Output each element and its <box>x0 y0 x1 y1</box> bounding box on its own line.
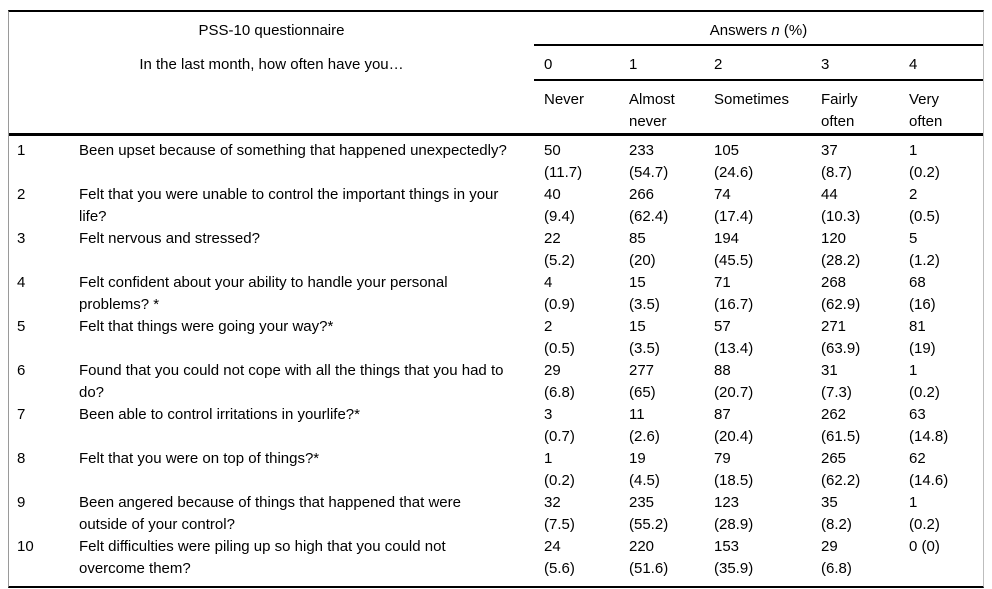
question-text: Felt difficulties were piling up so high that you could not overcome them? <box>79 538 446 577</box>
answer-cell-0 <box>534 404 629 448</box>
question-text: Been angered because of things that happened that were outside of your control? <box>79 494 461 533</box>
answer-cell-3 <box>821 360 909 404</box>
answer-percent: (10.3) <box>821 208 861 225</box>
answer-percent: (54.7) <box>629 164 669 181</box>
answer-percent: (3.5) <box>629 340 660 357</box>
answer-percent: (51.6) <box>629 560 669 577</box>
answer-count: 62 <box>909 450 926 467</box>
answer-count: 24 <box>544 538 561 555</box>
scale-value-4: 4 <box>909 46 983 81</box>
answer-count: 81 <box>909 318 926 335</box>
question-text: Felt that you were unable to control the important things in your life? <box>79 186 499 225</box>
answer-percent: (18.5) <box>714 472 754 489</box>
table-body <box>9 136 983 586</box>
answer-cell-3 <box>821 448 909 492</box>
answer-percent: (0.2) <box>544 472 575 489</box>
question-number: 10 <box>17 538 34 555</box>
answer-count: 0 (0) <box>909 538 940 555</box>
answer-count: 88 <box>714 362 731 379</box>
table-row <box>9 448 983 492</box>
answer-percent: (24.6) <box>714 164 754 181</box>
answer-count: 74 <box>714 186 731 203</box>
answer-percent: (0.2) <box>909 516 940 533</box>
answer-percent: (0.7) <box>544 428 575 445</box>
answer-percent: (14.8) <box>909 428 949 445</box>
question-number: 2 <box>17 186 26 203</box>
answer-percent: (0.9) <box>544 296 575 313</box>
answer-count: 5 <box>909 230 918 247</box>
answer-percent: (7.3) <box>821 384 852 401</box>
answer-percent: (6.8) <box>821 560 852 577</box>
answer-cell-1 <box>629 536 714 580</box>
answer-cell-3 <box>821 228 909 272</box>
table-row <box>9 360 983 404</box>
answer-percent: (61.5) <box>821 428 861 445</box>
answer-cell-3 <box>821 492 909 536</box>
answers-label-pre: Answers <box>709 22 772 39</box>
answer-count: 37 <box>821 142 838 159</box>
table-row <box>9 536 983 580</box>
scale-label-never: Never <box>544 91 585 108</box>
answer-cell-2 <box>714 536 821 580</box>
answer-count: 1 <box>544 450 553 467</box>
table-row <box>9 140 983 184</box>
answer-cell-4 <box>909 360 983 404</box>
answer-percent: (2.6) <box>629 428 660 445</box>
answer-percent: (45.5) <box>714 252 754 269</box>
answer-cell-0 <box>534 228 629 272</box>
answer-count: 262 <box>821 406 847 423</box>
answer-cell-1 <box>629 360 714 404</box>
scale-value-3: 3 <box>821 46 909 81</box>
answer-cell-2 <box>714 316 821 360</box>
scale-value-2: 2 <box>714 46 821 81</box>
question-text: Been upset because of something that happened unexpectedly? <box>79 142 507 159</box>
answer-percent: (4.5) <box>629 472 660 489</box>
table-row <box>9 228 983 272</box>
answer-percent: (62.2) <box>821 472 861 489</box>
table-row <box>9 404 983 448</box>
question-text: Been able to control irritations in yourlife?* <box>79 406 360 423</box>
answer-count: 22 <box>544 230 561 247</box>
answer-percent: (6.8) <box>544 384 575 401</box>
answer-cell-1 <box>629 448 714 492</box>
answer-percent: (0.2) <box>909 384 940 401</box>
answer-cell-1 <box>629 272 714 316</box>
question-number: 8 <box>17 450 26 467</box>
question-text: Felt that things were going your way?* <box>79 318 334 335</box>
answer-count: 153 <box>714 538 740 555</box>
answer-count: 50 <box>544 142 561 159</box>
answer-percent: (3.5) <box>629 296 660 313</box>
answer-cell-0 <box>534 184 629 228</box>
answer-count: 220 <box>629 538 655 555</box>
answer-cell-1 <box>629 316 714 360</box>
answer-cell-2 <box>714 228 821 272</box>
answer-count: 105 <box>714 142 740 159</box>
answer-cell-2 <box>714 272 821 316</box>
question-number: 3 <box>17 230 26 247</box>
answer-cell-1 <box>629 184 714 228</box>
answer-percent: (0.2) <box>909 164 940 181</box>
answer-percent: (55.2) <box>629 516 669 533</box>
answer-count: 35 <box>821 494 838 511</box>
answer-count: 1 <box>909 362 918 379</box>
answer-count: 4 <box>544 274 553 291</box>
answer-percent: (13.4) <box>714 340 754 357</box>
answer-count: 87 <box>714 406 731 423</box>
answer-percent: (28.9) <box>714 516 754 533</box>
answer-percent: (20.4) <box>714 428 754 445</box>
answer-cell-4 <box>909 492 983 536</box>
answer-cell-2 <box>714 404 821 448</box>
answer-percent: (1.2) <box>909 252 940 269</box>
answer-cell-4 <box>909 272 983 316</box>
answer-count: 271 <box>821 318 847 335</box>
answer-count: 71 <box>714 274 731 291</box>
answer-count: 1 <box>909 142 918 159</box>
answer-percent: (8.2) <box>821 516 852 533</box>
answer-percent: (62.9) <box>821 296 861 313</box>
answer-count: 57 <box>714 318 731 335</box>
table-row <box>9 184 983 228</box>
table-row <box>9 316 983 360</box>
answer-cell-0 <box>534 140 629 184</box>
answer-count: 194 <box>714 230 740 247</box>
answer-percent: (7.5) <box>544 516 575 533</box>
question-number: 9 <box>17 494 26 511</box>
answer-cell-0 <box>534 360 629 404</box>
answer-count: 44 <box>821 186 838 203</box>
answer-cell-1 <box>629 404 714 448</box>
answer-percent: (20) <box>629 252 656 269</box>
answer-count: 29 <box>821 538 838 555</box>
answer-percent: (35.9) <box>714 560 754 577</box>
answer-cell-3 <box>821 272 909 316</box>
scale-value-1: 1 <box>629 46 714 81</box>
answer-percent: (0.5) <box>544 340 575 357</box>
answer-cell-3 <box>821 184 909 228</box>
answer-cell-0 <box>534 536 629 580</box>
answer-count: 63 <box>909 406 926 423</box>
answer-percent: (17.4) <box>714 208 754 225</box>
answer-count: 235 <box>629 494 655 511</box>
answer-count: 123 <box>714 494 740 511</box>
answer-count: 19 <box>629 450 646 467</box>
answer-cell-0 <box>534 272 629 316</box>
answer-count: 15 <box>629 318 646 335</box>
question-number: 4 <box>17 274 26 291</box>
answer-percent: (62.4) <box>629 208 669 225</box>
question-text: Felt nervous and stressed? <box>79 230 260 247</box>
scale-value-0: 0 <box>534 46 629 81</box>
answer-cell-1 <box>629 492 714 536</box>
answer-cell-0 <box>534 448 629 492</box>
question-text: Found that you could not cope with all the things that you had to do? <box>79 362 504 401</box>
answer-cell-2 <box>714 140 821 184</box>
scale-label-fairly-often: Fairly often <box>821 91 858 130</box>
header-spacer <box>9 81 534 133</box>
answer-cell-2 <box>714 448 821 492</box>
questionnaire-title: PSS-10 questionnaire <box>198 22 345 39</box>
answer-count: 85 <box>629 230 646 247</box>
answer-cell-1 <box>629 140 714 184</box>
scale-label-sometimes: Sometimes <box>714 91 790 108</box>
answer-count: 29 <box>544 362 561 379</box>
question-text: Felt confident about your ability to handle your personal problems? * <box>79 274 448 313</box>
answer-cell-0 <box>534 492 629 536</box>
answer-cell-3 <box>821 140 909 184</box>
question-number: 6 <box>17 362 26 379</box>
answer-count: 68 <box>909 274 926 291</box>
answer-cell-1 <box>629 228 714 272</box>
answer-cell-2 <box>714 360 821 404</box>
answer-count: 40 <box>544 186 561 203</box>
answer-cell-4 <box>909 184 983 228</box>
answer-count: 31 <box>821 362 838 379</box>
answer-cell-2 <box>714 492 821 536</box>
question-text: Felt that you were on top of things?* <box>79 450 320 467</box>
answer-percent: (28.2) <box>821 252 861 269</box>
answer-count: 120 <box>821 230 847 247</box>
answer-cell-3 <box>821 316 909 360</box>
answer-count: 277 <box>629 362 655 379</box>
answer-percent: (5.6) <box>544 560 575 577</box>
answer-count: 3 <box>544 406 553 423</box>
scale-label-almost-never: Almost never <box>629 91 675 130</box>
answer-cell-4 <box>909 140 983 184</box>
answer-cell-4 <box>909 228 983 272</box>
answer-cell-2 <box>714 184 821 228</box>
answer-count: 1 <box>909 494 918 511</box>
answer-cell-3 <box>821 404 909 448</box>
answers-header-label <box>534 12 983 46</box>
scale-label-very-often: Very often <box>909 91 943 130</box>
answer-percent: (9.4) <box>544 208 575 225</box>
question-number: 5 <box>17 318 26 335</box>
answer-percent: (16) <box>909 296 936 313</box>
answer-cell-3 <box>821 536 909 580</box>
answer-percent: (11.7) <box>544 164 583 181</box>
answer-count: 79 <box>714 450 731 467</box>
questionnaire-subtitle: In the last month, how often have you… <box>139 56 404 73</box>
question-number: 1 <box>17 142 26 159</box>
answer-count: 233 <box>629 142 655 159</box>
answer-percent: (20.7) <box>714 384 754 401</box>
answer-count: 15 <box>629 274 646 291</box>
answer-percent: (5.2) <box>544 252 575 269</box>
answers-label-post: (%) <box>779 22 808 39</box>
pss10-table <box>8 10 984 588</box>
answer-count: 11 <box>629 406 645 423</box>
answer-count: 265 <box>821 450 847 467</box>
answer-count: 32 <box>544 494 561 511</box>
table-row <box>9 492 983 536</box>
answers-label-n: n <box>771 22 780 39</box>
answer-cell-4 <box>909 536 983 558</box>
answer-count: 266 <box>629 186 655 203</box>
answer-cell-4 <box>909 316 983 360</box>
answer-cell-4 <box>909 448 983 492</box>
answer-percent: (8.7) <box>821 164 852 181</box>
answer-cell-0 <box>534 316 629 360</box>
answer-percent: (16.7) <box>714 296 754 313</box>
answer-cell-4 <box>909 404 983 448</box>
answer-percent: (65) <box>629 384 656 401</box>
answer-count: 2 <box>544 318 553 335</box>
answer-percent: (63.9) <box>821 340 861 357</box>
answer-count: 268 <box>821 274 847 291</box>
answer-percent: (14.6) <box>909 472 949 489</box>
answer-percent: (0.5) <box>909 208 940 225</box>
answer-count: 2 <box>909 186 918 203</box>
question-number: 7 <box>17 406 26 423</box>
table-row <box>9 272 983 316</box>
answer-percent: (19) <box>909 340 936 357</box>
table-header <box>9 12 983 136</box>
